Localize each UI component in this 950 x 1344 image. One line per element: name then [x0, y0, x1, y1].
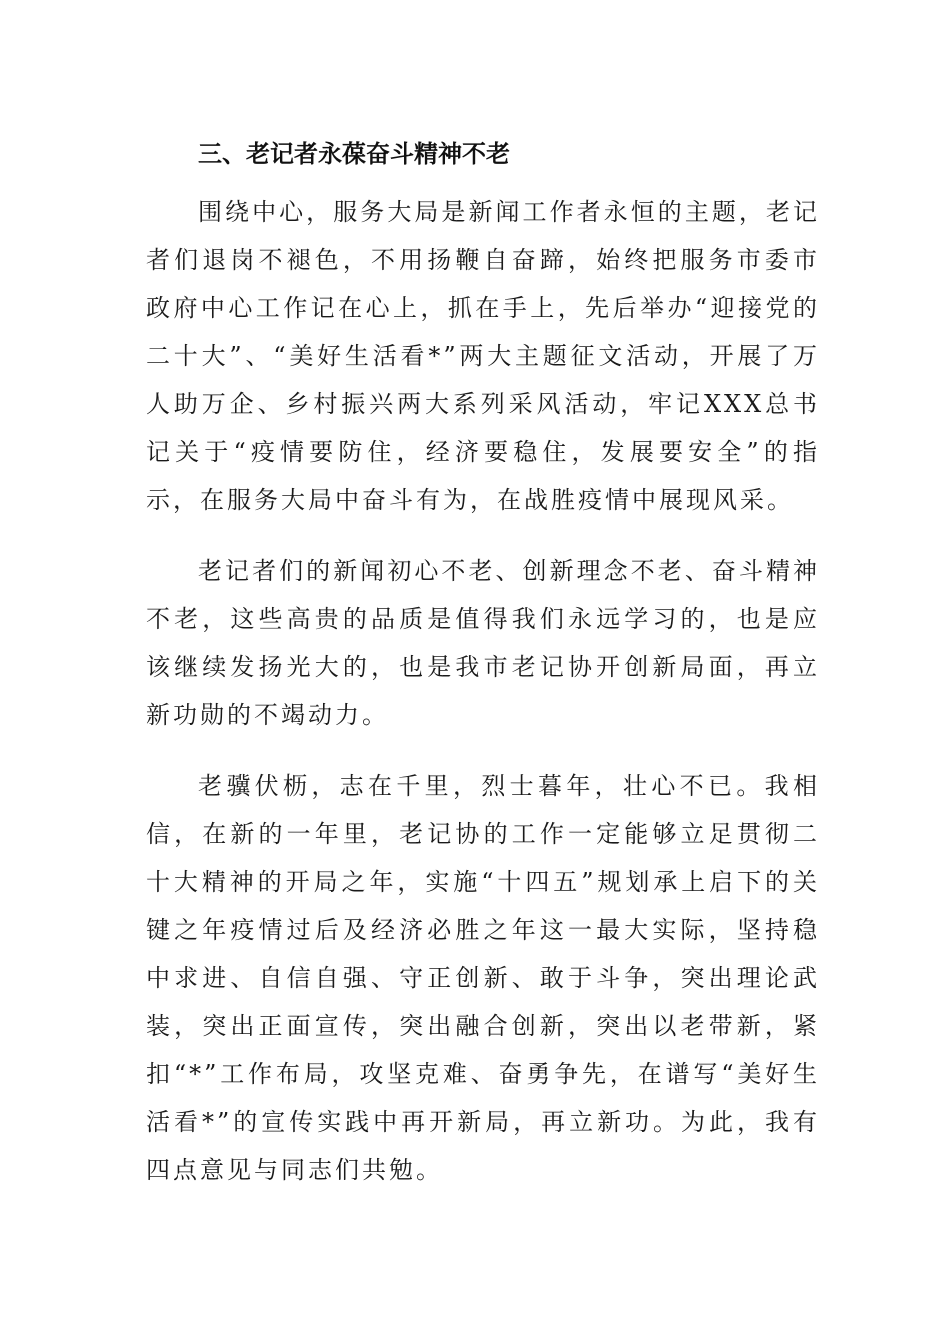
document-body [146, 130, 820, 1217]
paragraph-1: 围绕中心，服务大局是新闻工作者永恒的主题，老记者们退岗不褪色，不用扬鞭自奋蹄，始终把服务市委市政府中心工作记在心上，抓在手上，先后举办“迎接党的二十大”、“美好生活看*”两大主题征文活动，开展了万人助万企、乡村振兴两大系列采风活动，牢记XXX总书记关于“疫情要防住，经济要稳住，发展要安全”的指示，在服务大局中奋斗有为，在战胜疫情中展现风采。 [146, 198, 820, 514]
section-heading: 三、老记者永葆奋斗精神不老 [198, 140, 510, 168]
paragraph-3: 老骥伏枥，志在千里，烈士暮年，壮心不已。我相信，在新的一年里，老记协的工作一定能够立足贯彻二十大精神的开局之年，实施“十四五”规划承上启下的关键之年疫情过后及经济必胜之年这一最大实际，坚持稳中求进、自信自强、守正创新、敢于斗争，突出理论武装，突出正面宣传，突出融合创新，突出以老带新，紧扣“*”工作布局，攻坚克难、奋勇争先，在谱写“美好生活看*”的宣传实践中再开新局，再立新功。为此，我有四点意见与同志们共勉。 [146, 772, 820, 1184]
paragraph-2: 老记者们的新闻初心不老、创新理念不老、奋斗精神不老，这些高贵的品质是值得我们永远学习的，也是应该继续发扬光大的，也是我市老记协开创新局面，再立新功勋的不竭动力。 [146, 557, 820, 729]
